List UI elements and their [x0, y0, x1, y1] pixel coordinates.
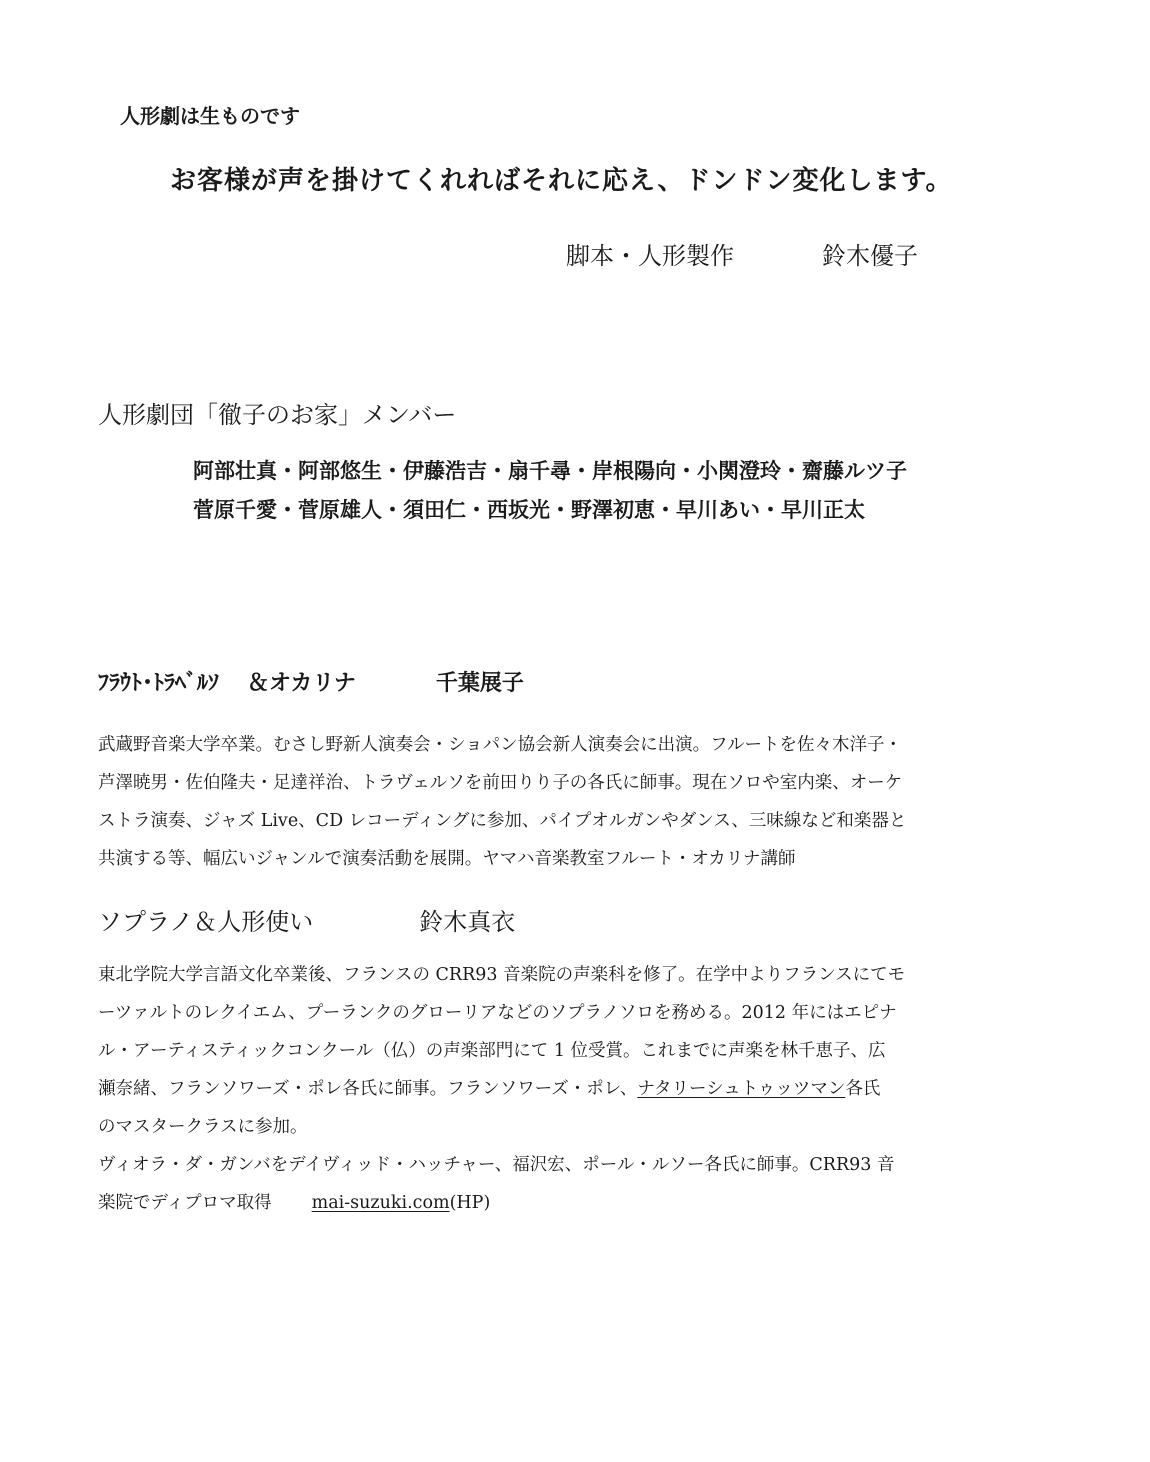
- credit-role: 脚本・人形製作: [566, 242, 734, 270]
- soprano-bio-line: のマスタークラスに参加。: [98, 1117, 308, 1137]
- flute-bio-line: 共演する等、幅広いジャンルで演奏活動を展開。ヤマハ音楽教室フルート・オカリナ講師: [98, 849, 796, 869]
- soprano-bio-text: 楽院でディプロマ取得: [98, 1193, 272, 1213]
- soprano-bio-text: 瀬奈緒、フランソワーズ・ポレ各氏に師事。フランソワーズ・ポレ、: [98, 1079, 638, 1099]
- soprano-bio-line: [98, 1070, 1058, 1108]
- members-line-1: 阿部壮真・阿部悠生・伊藤浩吉・扇千尋・岸根陽向・小関澄玲・齋藤ルツ子: [193, 459, 907, 483]
- intro-tagline: お客様が声を掛けてくれればそれに応え、ドンドン変化します。: [170, 166, 953, 196]
- flute-performer-name: 千葉展子: [435, 671, 524, 696]
- troupe-heading: 人形劇団「徹子のお家」メンバー: [98, 401, 457, 429]
- soprano-performer-name: 鈴木真衣: [419, 908, 516, 936]
- soprano-performer-title: [98, 902, 515, 937]
- flute-bio-line: 武蔵野音楽大学卒業。むさし野新人演奏会・ショパン協会新人演奏会に出演。フルートを佐々木洋子・: [98, 735, 902, 755]
- ocarina-instrument: ＆オカリナ: [247, 671, 356, 696]
- credit-name: 鈴木優子: [822, 242, 918, 270]
- website-suffix: (HP): [449, 1193, 491, 1213]
- members-line-2: 菅原千愛・菅原雄人・須田仁・西坂光・野澤初恵・早川あい・早川正太: [193, 498, 865, 522]
- soprano-role: ソプラノ＆人形使い: [98, 908, 314, 936]
- soprano-bio-text: 各氏: [845, 1079, 881, 1099]
- soprano-bio: [98, 956, 1058, 1222]
- soprano-bio-line: [98, 1184, 1058, 1222]
- flute-bio-line: ストラ演奏、ジャズ Live、CD レコーディングに参加、パイプオルガンやダンス、三味線など和楽器と: [98, 811, 907, 831]
- flute-bio-line: 芦澤暁男・佐伯隆夫・足達祥治、トラヴェルソを前田りり子の各氏に師事。現在ソロや室内楽、オーケ: [98, 773, 903, 793]
- intro-heading: 人形劇は生ものです: [120, 104, 300, 128]
- flute-performer-title: [98, 666, 524, 697]
- script-credit: [566, 236, 918, 271]
- flute-instrument: ﾌﾗｳﾄ･ﾄﾗﾍﾞﾙｿ: [98, 671, 220, 696]
- soprano-bio-line: ーツァルトのレクイエム、プーランクのグローリアなどのソプラノソロを務める。2012 年にはエピナ: [98, 1003, 897, 1023]
- soprano-bio-line: 東北学院大学言語文化卒業後、フランスの CRR93 音楽院の声楽科を修了。在学中よりフランスにてモ: [98, 965, 906, 985]
- soprano-bio-line: ヴィオラ・ダ・ガンバをデイヴィッド・ハッチャー、福沢宏、ポール・ルソー各氏に師事。CRR93 音: [98, 1155, 895, 1175]
- soprano-bio-line: ル・アーティスティックコンクール（仏）の声楽部門にて 1 位受賞。これまでに声楽を林千恵子、広: [98, 1041, 886, 1061]
- flute-bio: [98, 726, 1058, 878]
- website-link[interactable]: mai-suzuki.com: [311, 1193, 450, 1213]
- teacher-name-link: ナタリーシュトゥッツマン: [637, 1079, 846, 1099]
